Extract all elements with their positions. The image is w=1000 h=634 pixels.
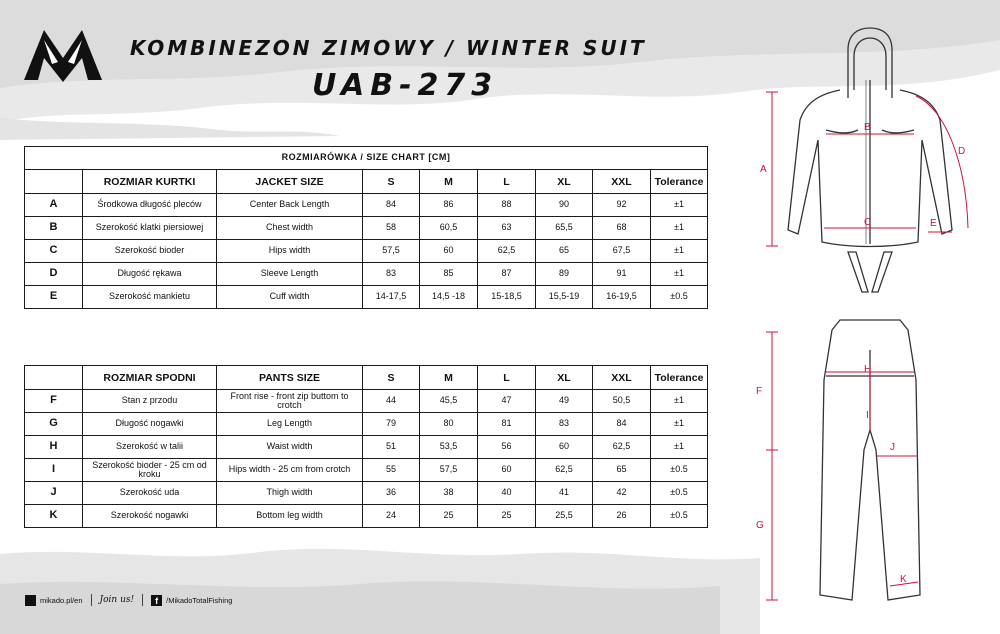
table-cell: 89 [536, 263, 593, 286]
row-letter: B [25, 217, 83, 240]
diagram-label-e: E [930, 218, 937, 229]
table-row [25, 194, 708, 217]
page-title: KOMBINEZON ZIMOWY / WINTER SUIT [130, 36, 647, 60]
table-cell: 38 [420, 482, 478, 505]
table-cell: 36 [363, 482, 420, 505]
table-cell: 62,5 [593, 436, 651, 459]
table-cell: 51 [363, 436, 420, 459]
table-row [25, 436, 708, 459]
diagram-label-b: B [864, 122, 871, 133]
table-cell: Sleeve Length [217, 263, 363, 286]
table-cell: 68 [593, 217, 651, 240]
diagram-label-f: F [756, 386, 763, 397]
footer-divider [91, 594, 92, 606]
table-cell: Hips width [217, 240, 363, 263]
diagram-label-j: J [890, 442, 895, 453]
jacket-size-table [24, 146, 708, 309]
table-cell: 65 [536, 240, 593, 263]
table-cell: ±0.5 [651, 286, 708, 309]
table-cell: 87 [478, 263, 536, 286]
table-cell: Front rise - front zip buttom to crotch [217, 390, 363, 413]
column-header [25, 170, 83, 194]
table-cell: 85 [420, 263, 478, 286]
row-letter: K [25, 505, 83, 528]
diagram-label-h: H [864, 364, 872, 375]
column-header: XL [536, 170, 593, 194]
table-cell: 60,5 [420, 217, 478, 240]
table-cell: 86 [420, 194, 478, 217]
column-header: PANTS SIZE [217, 366, 363, 390]
table-caption: ROZMIARÓWKA / SIZE CHART [CM] [25, 147, 708, 170]
table-cell: Bottom leg width [217, 505, 363, 528]
table-row [25, 240, 708, 263]
signature-text: Join us! [99, 595, 135, 605]
table-cell: Leg Length [217, 413, 363, 436]
table-cell: 79 [363, 413, 420, 436]
table-cell: 80 [420, 413, 478, 436]
website-link[interactable]: mikado.pl/en [40, 595, 83, 605]
column-header: M [420, 366, 478, 390]
table-cell: Center Back Length [217, 194, 363, 217]
column-header: Tolerance [651, 366, 708, 390]
table-cell: 83 [363, 263, 420, 286]
table-cell: Szerokość bioder [83, 240, 217, 263]
diagram-label-d: D [958, 146, 966, 157]
model-code: UAB-273 [312, 68, 499, 103]
table-cell: Stan z przodu [83, 390, 217, 413]
table-cell: Długość nogawki [83, 413, 217, 436]
table-cell: 49 [536, 390, 593, 413]
diagram-label-i: I [866, 410, 869, 421]
table-cell: Hips width - 25 cm from crotch [217, 459, 363, 482]
table-cell: 26 [593, 505, 651, 528]
row-letter: J [25, 482, 83, 505]
table-cell: 24 [363, 505, 420, 528]
table-cell: Szerokość nogawki [83, 505, 217, 528]
table-row [25, 413, 708, 436]
table-row [25, 217, 708, 240]
table-cell: 53,5 [420, 436, 478, 459]
table-cell: 63 [478, 217, 536, 240]
table-cell: 14,5 -18 [420, 286, 478, 309]
table-row [25, 505, 708, 528]
footer-divider [142, 594, 143, 606]
table-header-row [25, 366, 708, 390]
table-cell: Środkowa długość pleców [83, 194, 217, 217]
table-cell: Szerokość w talii [83, 436, 217, 459]
table-header-row [25, 170, 708, 194]
table-cell: 14-17,5 [363, 286, 420, 309]
row-letter: E [25, 286, 83, 309]
table-cell: ±0.5 [651, 459, 708, 482]
table-cell: 91 [593, 263, 651, 286]
table-cell: 60 [478, 459, 536, 482]
table-cell: 67,5 [593, 240, 651, 263]
table-cell: Cuff width [217, 286, 363, 309]
column-header: M [420, 170, 478, 194]
table-cell: 57,5 [420, 459, 478, 482]
row-letter: G [25, 413, 83, 436]
column-header: S [363, 366, 420, 390]
table-row [25, 263, 708, 286]
column-header: JACKET SIZE [217, 170, 363, 194]
table-cell: 15,5-19 [536, 286, 593, 309]
table-cell: ±0.5 [651, 505, 708, 528]
table-cell: Szerokość mankietu [83, 286, 217, 309]
row-letter: F [25, 390, 83, 413]
table-cell: 84 [363, 194, 420, 217]
facebook-icon[interactable]: f [151, 595, 162, 606]
pants-size-table [24, 365, 708, 528]
jacket-outline [788, 28, 952, 247]
table-cell: ±1 [651, 390, 708, 413]
diagram-label-a: A [760, 164, 767, 175]
table-cell: 62,5 [478, 240, 536, 263]
table-cell: 55 [363, 459, 420, 482]
table-cell: 16-19,5 [593, 286, 651, 309]
table-cell: 65 [593, 459, 651, 482]
table-row [25, 482, 708, 505]
row-letter: I [25, 459, 83, 482]
table-cell: ±1 [651, 240, 708, 263]
table-cell: 25,5 [536, 505, 593, 528]
column-header: L [478, 170, 536, 194]
garment-diagram [730, 20, 1000, 620]
table-cell: ±0.5 [651, 482, 708, 505]
table-cell: 44 [363, 390, 420, 413]
table-cell: 25 [420, 505, 478, 528]
table-cell: Chest width [217, 217, 363, 240]
table-cell: 45,5 [420, 390, 478, 413]
table-cell: ±1 [651, 194, 708, 217]
column-header [25, 366, 83, 390]
diagram-label-g: G [756, 520, 764, 531]
table-cell: Waist width [217, 436, 363, 459]
row-letter: A [25, 194, 83, 217]
column-header: XXL [593, 170, 651, 194]
mikado-logo-icon [22, 24, 104, 84]
table-cell: ±1 [651, 413, 708, 436]
table-cell: Długość rękawa [83, 263, 217, 286]
column-header: S [363, 170, 420, 194]
column-header: ROZMIAR SPODNI [83, 366, 217, 390]
diagram-label-k: K [900, 574, 907, 585]
table-cell: 83 [536, 413, 593, 436]
table-cell: 65,5 [536, 217, 593, 240]
column-header: Tolerance [651, 170, 708, 194]
table-row [25, 390, 708, 413]
row-letter: H [25, 436, 83, 459]
table-row [25, 286, 708, 309]
row-letter: C [25, 240, 83, 263]
table-cell: 50,5 [593, 390, 651, 413]
table-cell: ±1 [651, 436, 708, 459]
table-cell: ±1 [651, 217, 708, 240]
column-header: ROZMIAR KURTKI [83, 170, 217, 194]
measurement-lines [766, 92, 968, 600]
column-header: XL [536, 366, 593, 390]
table-cell: 62,5 [536, 459, 593, 482]
table-cell: 42 [593, 482, 651, 505]
table-cell: 90 [536, 194, 593, 217]
table-cell: 60 [536, 436, 593, 459]
table-cell: 58 [363, 217, 420, 240]
table-cell: Szerokość bioder - 25 cm od kroku [83, 459, 217, 482]
table-cell: 84 [593, 413, 651, 436]
table-cell: 57,5 [363, 240, 420, 263]
row-letter: D [25, 263, 83, 286]
table-row [25, 459, 708, 482]
table-cell: Szerokość uda [83, 482, 217, 505]
table-cell: 40 [478, 482, 536, 505]
table-cell: ±1 [651, 263, 708, 286]
table-cell: 81 [478, 413, 536, 436]
facebook-link[interactable]: /MikadoTotalFishing [166, 595, 233, 605]
table-cell: 88 [478, 194, 536, 217]
table-cell: 60 [420, 240, 478, 263]
table-cell: 56 [478, 436, 536, 459]
table-cell: 25 [478, 505, 536, 528]
column-header: XXL [593, 366, 651, 390]
table-cell: 41 [536, 482, 593, 505]
website-icon [25, 595, 36, 606]
footer [25, 591, 232, 609]
table-cell: 47 [478, 390, 536, 413]
table-cell: 92 [593, 194, 651, 217]
table-cell: Thigh width [217, 482, 363, 505]
table-cell: Szerokość klatki piersiowej [83, 217, 217, 240]
table-cell: 15-18,5 [478, 286, 536, 309]
column-header: L [478, 366, 536, 390]
diagram-label-c: C [864, 217, 872, 228]
